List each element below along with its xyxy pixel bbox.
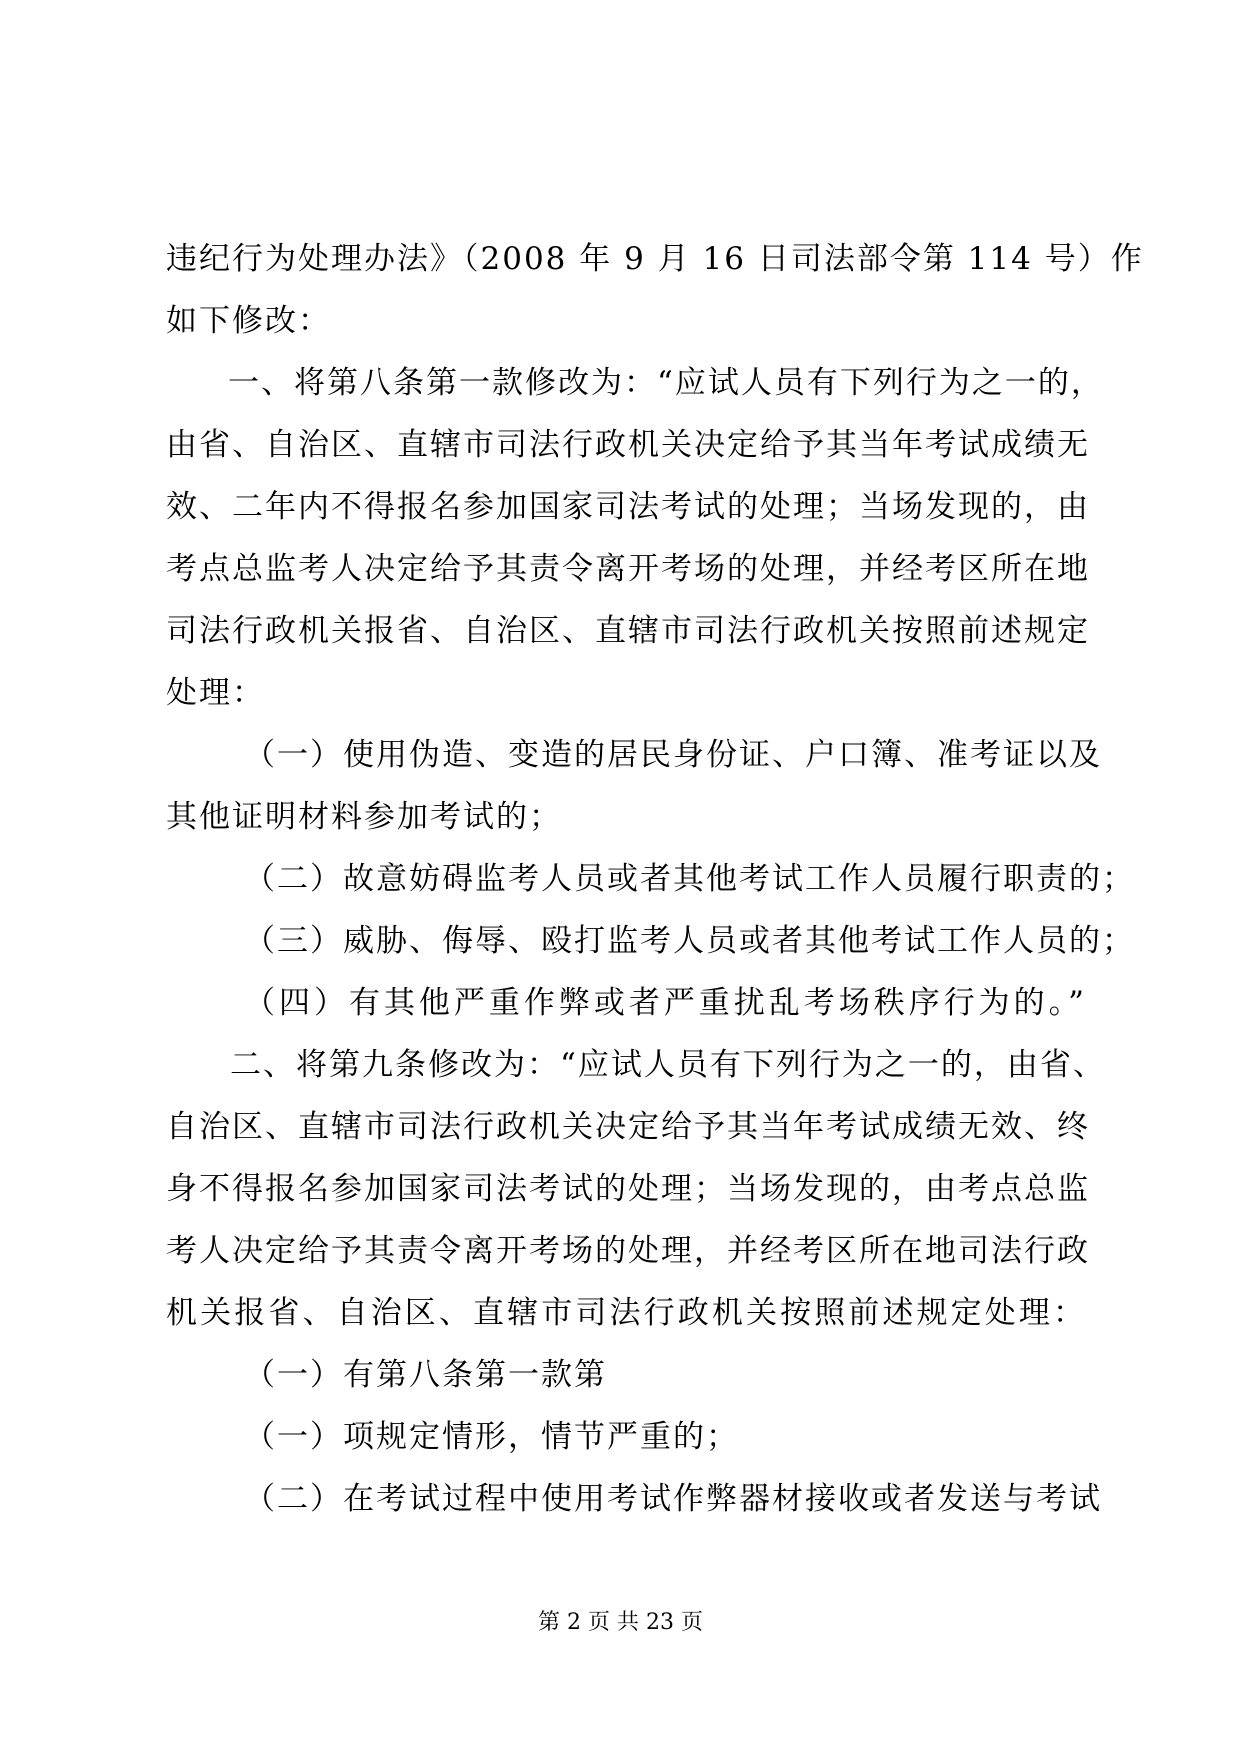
page-number-footer: 第 2 页 共 23 页 (538, 1610, 703, 1635)
body-text (166, 228, 1144, 1530)
text-line: 二、将第九条修改为：“应试人员有下列行为之一的，由省、 (230, 1047, 1106, 1083)
text-line: 一、将第八条第一款修改为：“应试人员有下列行为之一的， (228, 365, 1104, 401)
text-line: 处理： (166, 675, 265, 711)
text-line: 机关报省、自治区、直辖市司法行政机关按照前述规定处理： (166, 1295, 1086, 1331)
text-line: 其他证明材料参加考试的； (166, 799, 562, 835)
text-line: 自治区、直辖市司法行政机关决定给予其当年考试成绩无效、终 (166, 1109, 1090, 1145)
text-line: 由省、自治区、直辖市司法行政机关决定给予其当年考试成绩无 (166, 427, 1090, 463)
text-line: （二）故意妨碍监考人员或者其他考试工作人员履行职责的； (244, 861, 1135, 897)
text-line: 司法行政机关报省、自治区、直辖市司法行政机关按照前述规定 (166, 613, 1090, 649)
text-line: （一）项规定情形，情节严重的； (244, 1419, 739, 1455)
text-line: （一）使用伪造、变造的居民身份证、户口簿、准考证以及 (244, 737, 1102, 773)
text-line: 效、二年内不得报名参加国家司法考试的处理；当场发现的，由 (166, 489, 1090, 525)
text-line: 考点总监考人决定给予其责令离开考场的处理，并经考区所在地 (166, 551, 1090, 587)
text-line: （四）有其他严重作弊或者严重扰乱考场秩序行为的。” (244, 985, 1086, 1021)
text-line: 违纪行为处理办法》（2008 年 9 月 16 日司法部令第 114 号）作 (166, 241, 1144, 277)
text-line: 如下修改： (166, 303, 331, 339)
text-line: 身不得报名参加国家司法考试的处理；当场发现的，由考点总监 (166, 1171, 1090, 1207)
text-line: （二）在考试过程中使用考试作弊器材接收或者发送与考试 (244, 1481, 1102, 1517)
text-line: （一）有第八条第一款第 (244, 1357, 607, 1393)
text-line: （三）威胁、侮辱、殴打监考人员或者其他考试工作人员的； (244, 923, 1135, 959)
text-line: 考人决定给予其责令离开考场的处理，并经考区所在地司法行政 (166, 1233, 1090, 1269)
